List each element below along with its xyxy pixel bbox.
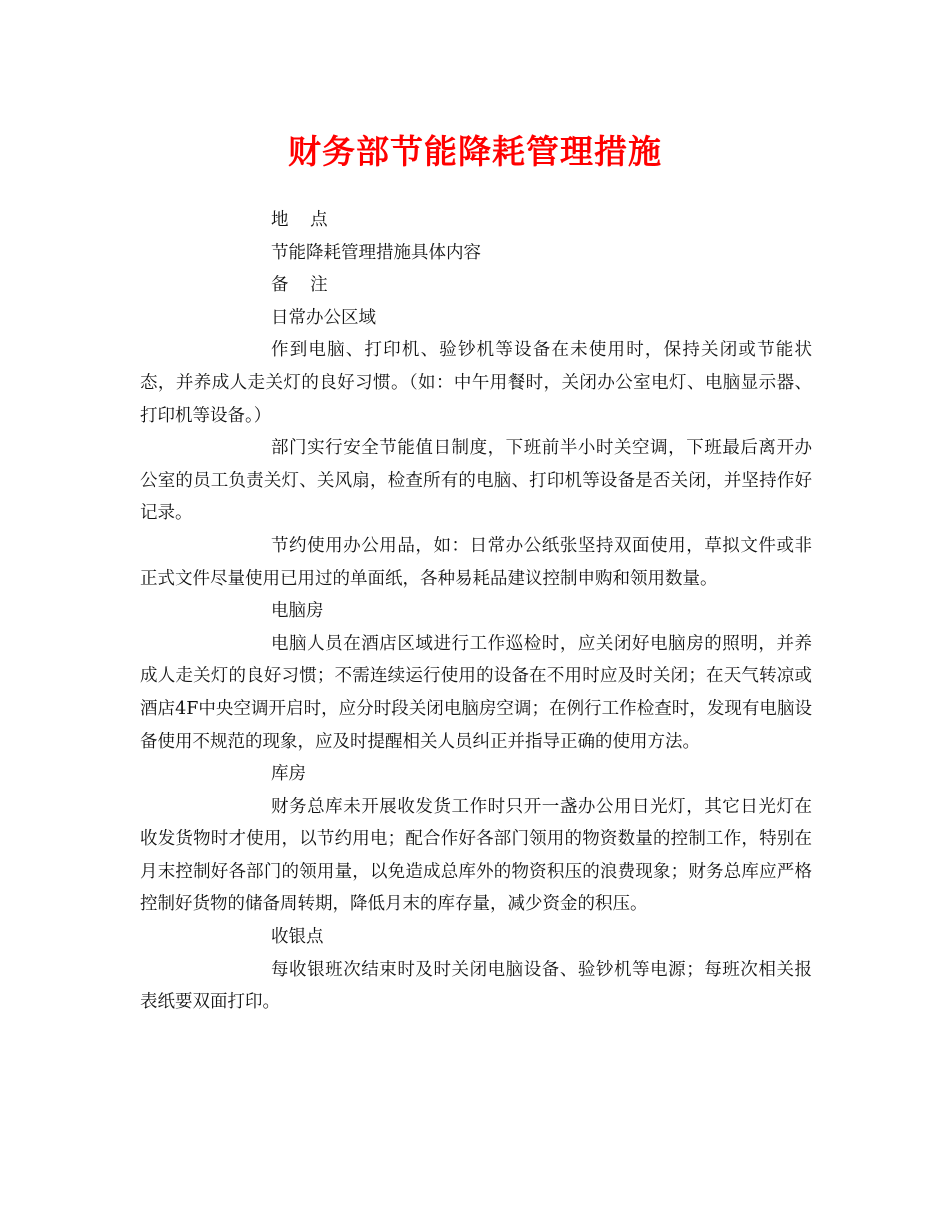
document-body bbox=[140, 204, 812, 1019]
paragraph-cashier: 每收银班次结束时及时关闭电脑设备、验钞机等电源；每班次相关报表纸要双面打印。 bbox=[140, 959, 812, 1013]
section-heading-remarks: 备 注 bbox=[271, 275, 336, 296]
section-heading-computer-room: 电脑房 bbox=[271, 601, 324, 622]
section-heading-location: 地 点 bbox=[271, 210, 336, 230]
paragraph-office-supplies: 节约使用办公用品，如：日常办公纸张坚持双面使用，草拟文件或非正式文件尽量使用已用过的单面纸，各种易耗品建议控制申购和领用数量。 bbox=[140, 535, 812, 589]
section-heading-office-area: 日常办公区域 bbox=[271, 307, 376, 328]
section-heading-warehouse: 库房 bbox=[271, 764, 306, 785]
paragraph-duty-system: 部门实行安全节能值日制度，下班前半小时关空调，下班最后离开办公室的员工负责关灯、关风扇，检查所有的电脑、打印机等设备是否关闭，并坚持作好记录。 bbox=[140, 438, 812, 524]
section-heading-content: 节能降耗管理措施具体内容 bbox=[271, 242, 481, 263]
paragraph-warehouse: 财务总库未开展收发货工作时只开一盏办公用日光灯，其它日光灯在收发货物时才使用，以节约用电；配合作好各部门领用的物资数量的控制工作，特别在月末控制好各部门的领用量，以免造成总库外的物资积压的浪费现象；财务总库应严格控制好货物的储备周转期，降低月末的库存量，减少资金的积压。 bbox=[140, 796, 812, 915]
paragraph-office-equipment: 作到电脑、打印机、验钞机等设备在未使用时，保持关闭或节能状态，并养成人走关灯的良好习惯。（如：中午用餐时，关闭办公室电灯、电脑显示器、打印机等设备。） bbox=[140, 340, 812, 426]
section-heading-cashier: 收银点 bbox=[271, 927, 324, 948]
paragraph-computer-room: 电脑人员在酒店区域进行工作巡检时，应关闭好电脑房的照明，并养成人走关灯的良好习惯；不需连续运行使用的设备在不用时应及时关闭；在天气转凉或酒店4F中央空调开启时，应分时段关闭电脑房空调；在例行工作检查时，发现有电脑设备使用不规范的现象，应及时提醒相关人员纠正并指导正确的使用方法。 bbox=[140, 633, 812, 752]
document-title: 财务部节能降耗管理措施 bbox=[288, 132, 662, 171]
